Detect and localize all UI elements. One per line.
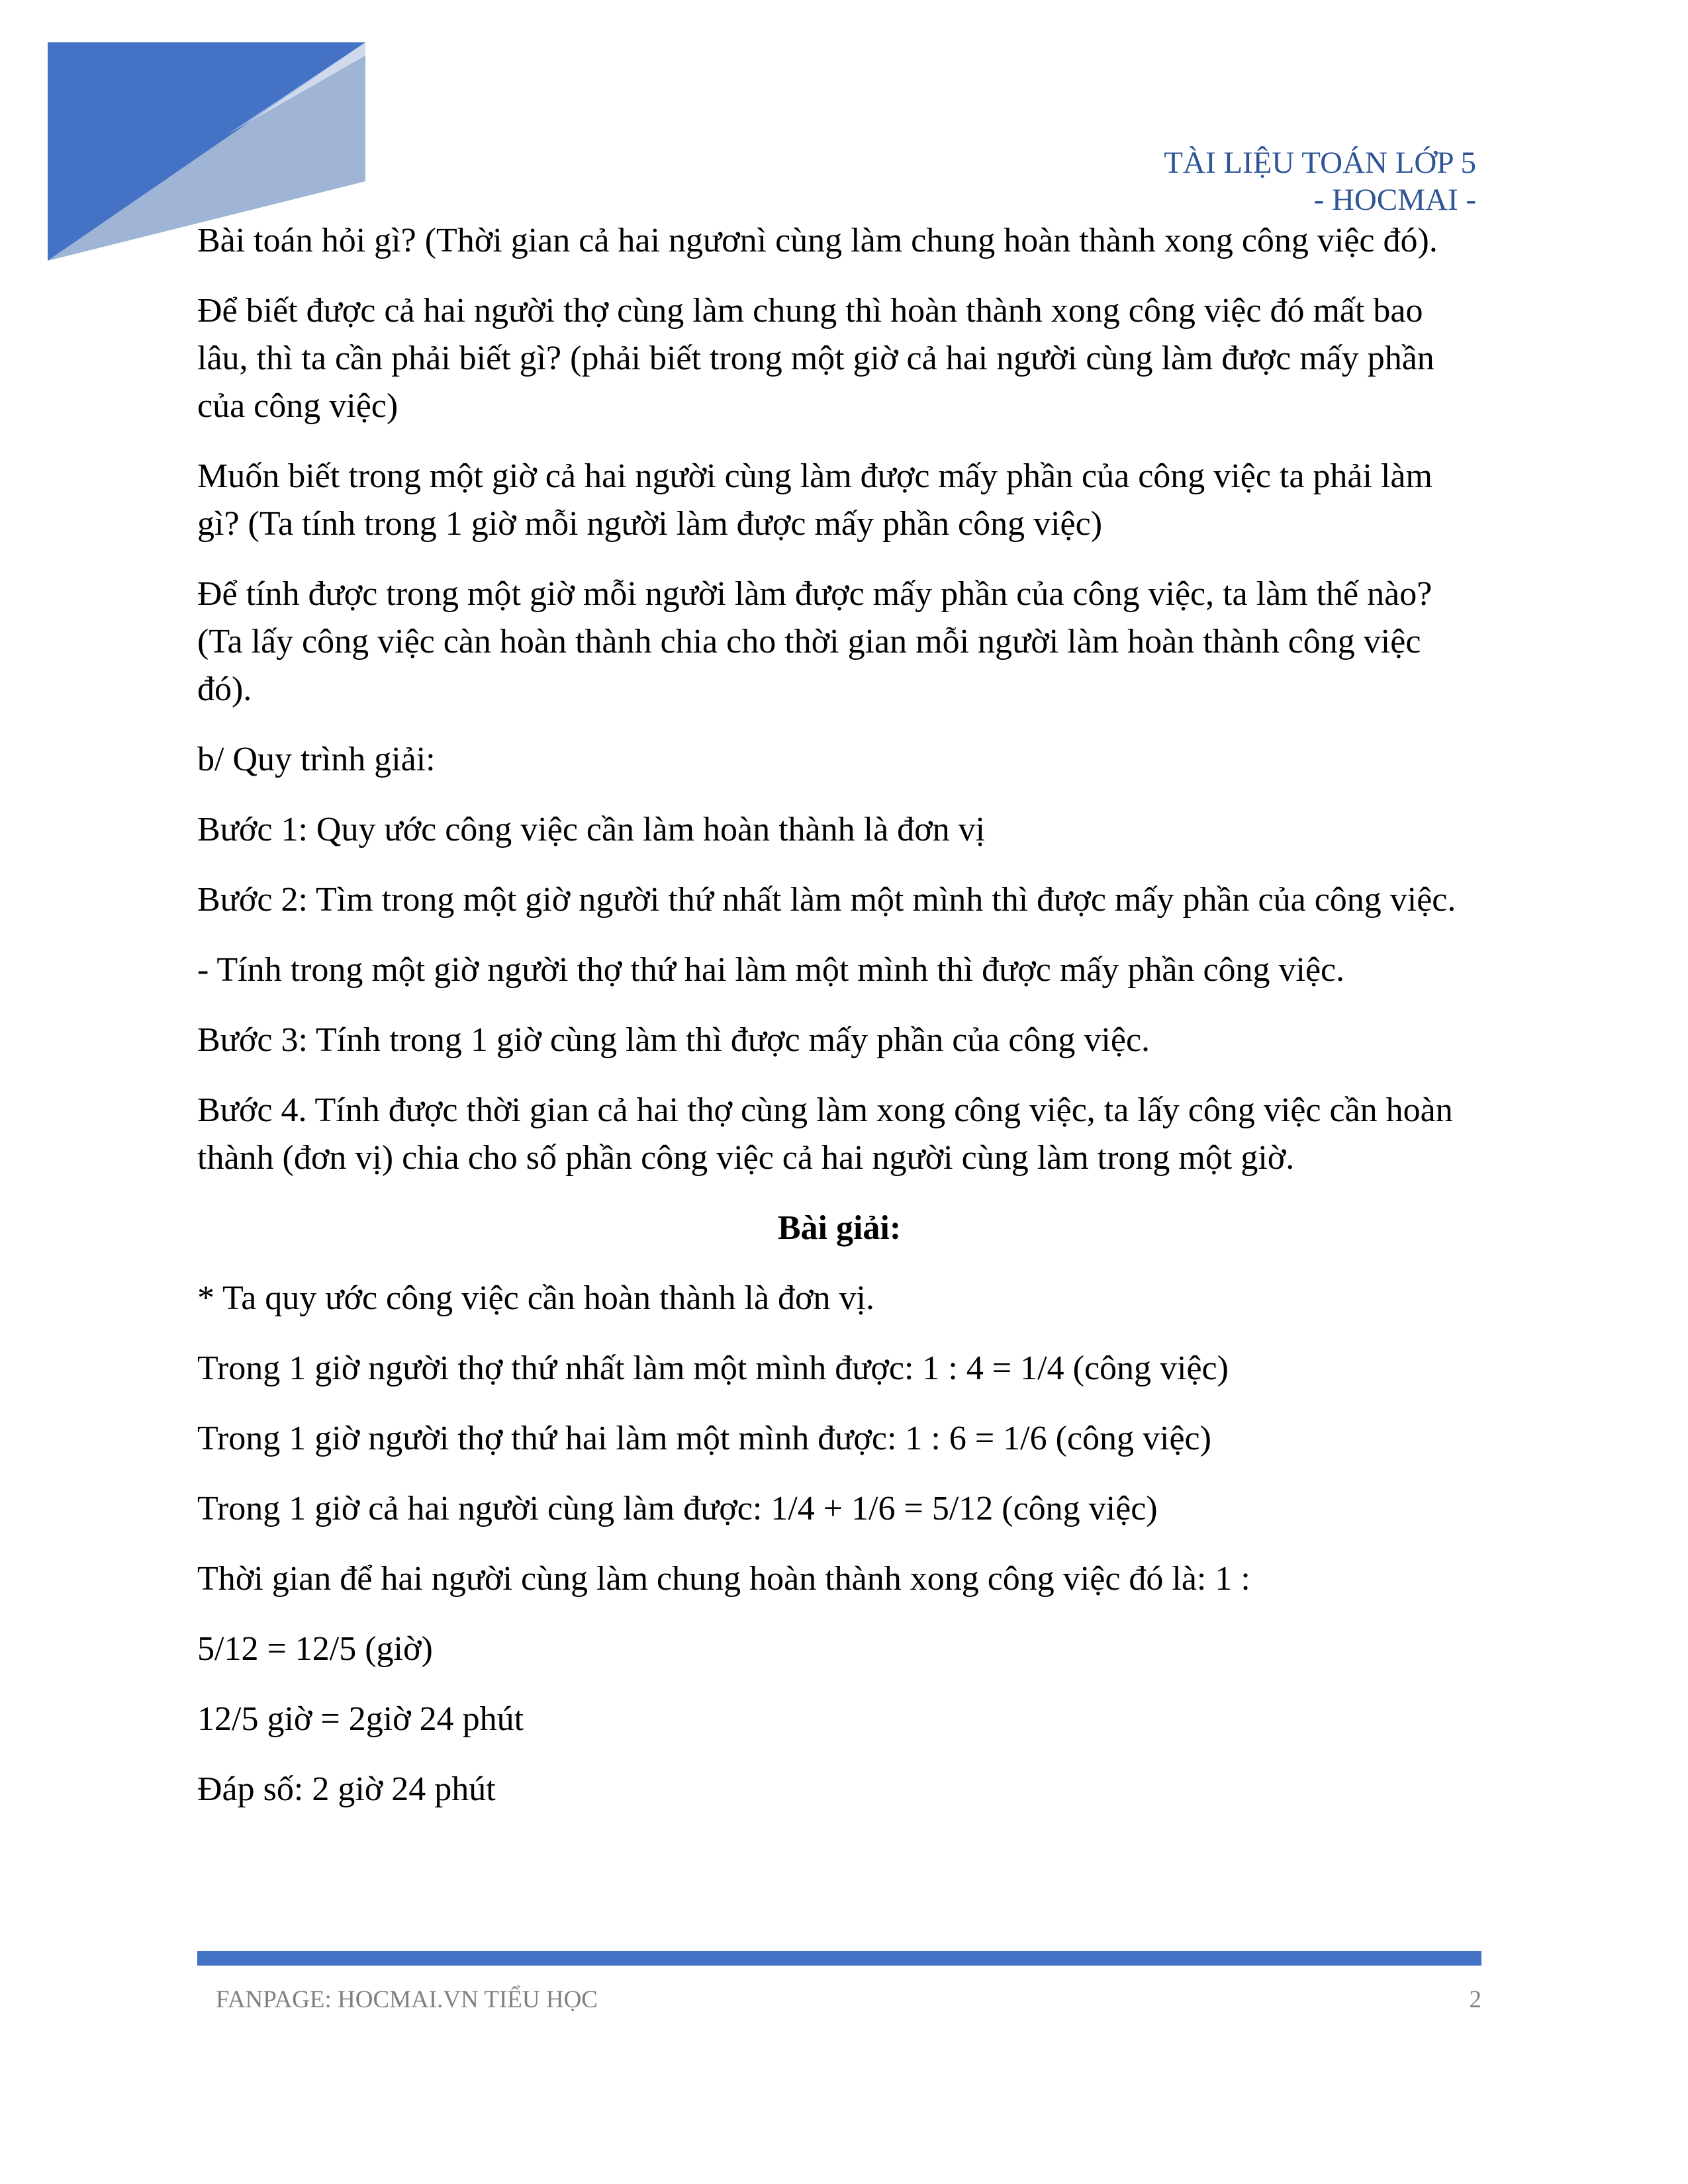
paragraph-step-1: Bước 1: Quy ước công việc cần làm hoàn thành là đơn vị [197,811,986,848]
paragraph-one-hour: Muốn biết trong một giờ cả hai người cùng làm được mấy phần của công việc ta phải làm gì? (Ta tính trong 1 giờ mỗi người làm được mấy phần công việc) [197,457,1432,543]
footer-divider [197,1951,1481,1966]
solution-line: Thời gian để hai người cùng làm chung hoàn thành xong công việc đó là: 1 : [197,1560,1250,1598]
solution-line: Trong 1 giờ cả hai người cùng làm được: 1/4 + 1/6 = 5/12 (công việc) [197,1490,1158,1527]
paragraph-step-4: Bước 4. Tính được thời gian cả hai thợ cùng làm xong công việc, ta lấy công việc cần hoàn thành (đơn vị) chia cho số phần công việc cả hai người cùng làm trong một giờ. [197,1091,1453,1177]
paragraph-procedure-title: b/ Quy trình giải: [197,741,436,778]
solution-line: 12/5 giờ = 2giờ 24 phút [197,1700,524,1738]
solution-line: Trong 1 giờ người thợ thứ nhất làm một mình được: 1 : 4 = 1/4 (công việc) [197,1349,1229,1387]
solution-line: * Ta quy ước công việc cần hoàn thành là đơn vị. [197,1279,874,1317]
header-subtitle: - HOCMAI - [1313,183,1476,217]
paragraph-step-3: Bước 3: Tính trong 1 giờ cùng làm thì được mấy phần của công việc. [197,1021,1150,1059]
paragraph-question: Bài toán hỏi gì? (Thời gian cả hai ngươnì cùng làm chung hoàn thành xong công việc đó). [197,222,1438,259]
paragraph-how-to-compute: Để tính được trong một giờ mỗi người làm được mấy phần của công việc, ta làm thế nào? (Ta lấy công việc càn hoàn thành chia cho thời gian mỗi người làm hoàn thành công việc đó). [197,575,1432,708]
paragraph-step-2: Bước 2: Tìm trong một giờ người thứ nhất làm một mình thì được mấy phần của công việc. [197,881,1456,919]
header-title: TÀI LIỆU TOÁN LỚP 5 [1164,146,1476,180]
solution-line: 5/12 = 12/5 (giờ) [197,1630,433,1668]
paragraph-step-2-sub: - Tính trong một giờ người thợ thứ hai làm một mình thì được mấy phần công việc. [197,951,1345,989]
page-number: 2 [1469,1986,1481,2013]
page-header [1164,144,1476,218]
paragraph-need-to-know: Để biết được cả hai người thợ cùng làm chung thì hoàn thành xong công việc đó mất bao lâu, thì ta cần phải biết gì? (phải biết trong một giờ cả hai người cùng làm được mấy phần của công việc) [197,292,1434,425]
solution-heading: Bài giải: [777,1209,902,1247]
document-body [197,217,1481,1836]
footer-fanpage: FANPAGE: HOCMAI.VN TIỂU HỌC [216,1986,598,2013]
solution-answer: Đáp số: 2 giờ 24 phút [197,1770,496,1808]
solution-line: Trong 1 giờ người thợ thứ hai làm một mình được: 1 : 6 = 1/6 (công việc) [197,1420,1211,1457]
